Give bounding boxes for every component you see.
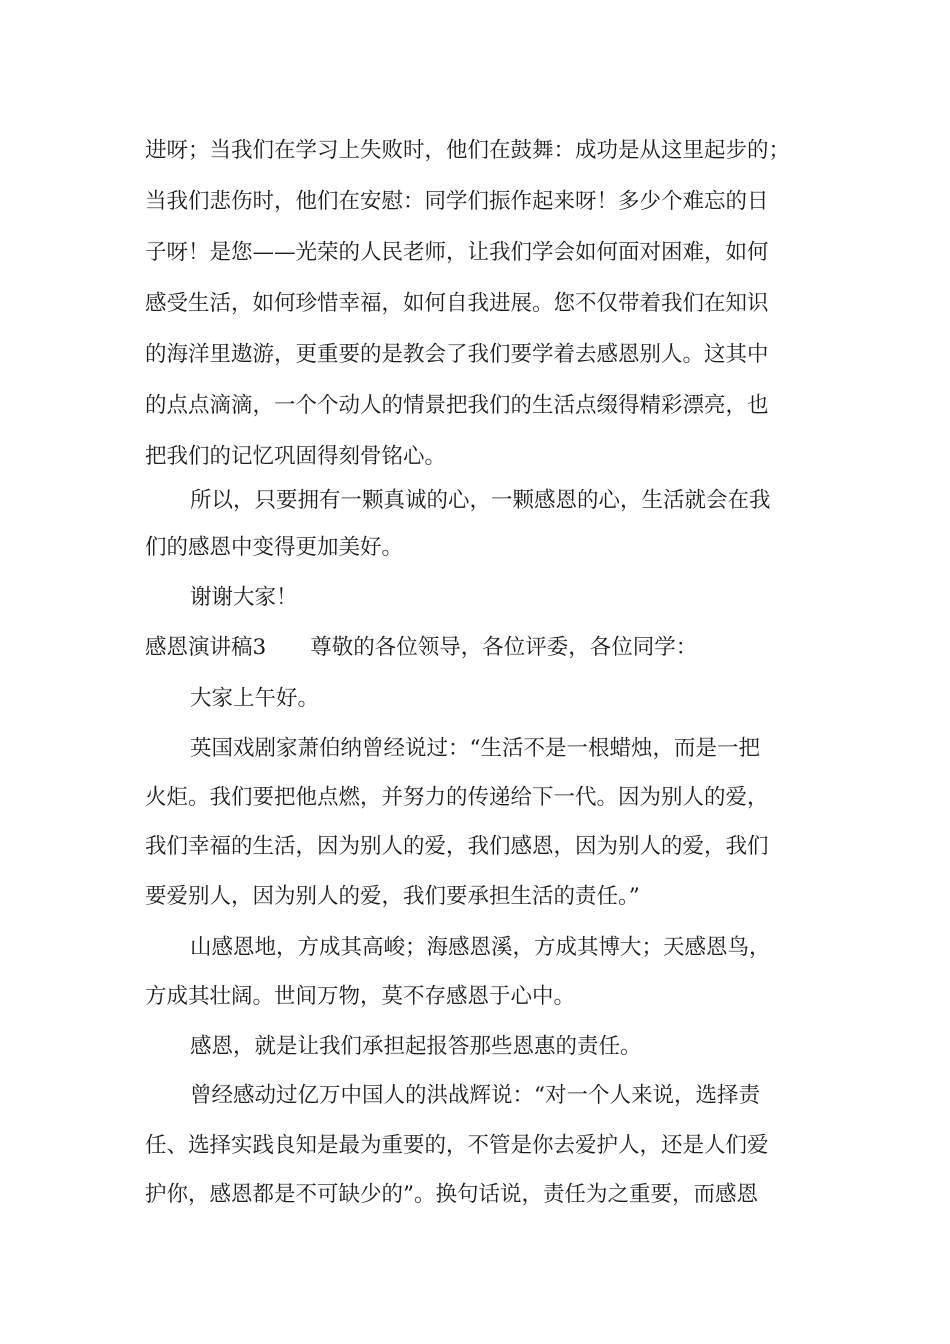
paragraph-start-line: 感恩，就是让我们承担起报答那些恩惠的责任。 — [190, 1034, 642, 1059]
text-line: 当我们悲伤时，他们在安慰：同学们振作起来呀！多少个难忘的日 — [145, 189, 769, 214]
text-line: 们的感恩中变得更加美好。 — [145, 535, 404, 560]
text-line: 的点点滴滴，一个个动人的情景把我们的生活点缀得精彩漂亮，也 — [145, 393, 769, 418]
text-line: 要爱别人，因为别人的爱，我们要承担生活的责任。” — [145, 884, 640, 909]
text-line: 我们幸福的生活，因为别人的爱，我们感恩，因为别人的爱，我们 — [145, 834, 769, 859]
paragraph-start-line: 英国戏剧家萧伯纳曾经说过：“生活不是一根蜡烛，而是一把 — [190, 736, 760, 761]
text-line: 子呀！是您——光荣的人民老师，让我们学会如何面对困难，如何 — [145, 240, 769, 265]
text-line: 护你，感恩都是不可缺少的”。换句话说，责任为之重要，而感恩 — [145, 1182, 758, 1207]
text-line: 火炬。我们要把他点燃，并努力的传递给下一代。因为别人的爱， — [145, 785, 769, 810]
text-line: 进呀；当我们在学习上失败时，他们在鼓舞：成功是从这里起步的； — [145, 138, 791, 163]
text-line: 的海洋里遨游，更重要的是教会了我们要学着去感恩别人。这其中 — [145, 342, 769, 367]
greeting-line: 大家上午好。 — [190, 686, 320, 711]
section-heading-line — [145, 628, 845, 668]
text-line: 任、选择实践良知是最为重要的，不管是你去爱护人，还是人们爱 — [145, 1133, 769, 1158]
text-line: 感受生活，如何珍惜幸福，如何自我进展。您不仅带着我们在知识 — [145, 291, 769, 316]
section-heading: 感恩演讲稿3 — [145, 635, 267, 660]
salutation: 尊敬的各位领导，各位评委，各位同学： — [310, 635, 698, 660]
closing-line: 谢谢大家！ — [190, 585, 298, 610]
paragraph-start-line: 曾经感动过亿万中国人的洪战辉说：“对一个人来说，选择责 — [190, 1083, 760, 1108]
paragraph-start-line: 山感恩地，方成其高峻；海感恩溪，方成其博大；天感恩鸟， — [190, 935, 771, 960]
text-line: 把我们的记忆巩固得刻骨铭心。 — [145, 444, 447, 469]
text-line: 方成其壮阔。世间万物，莫不存感恩于心中。 — [145, 984, 576, 1009]
paragraph-start-line: 所以，只要拥有一颗真诚的心，一颗感恩的心，生活就会在我 — [190, 488, 771, 513]
